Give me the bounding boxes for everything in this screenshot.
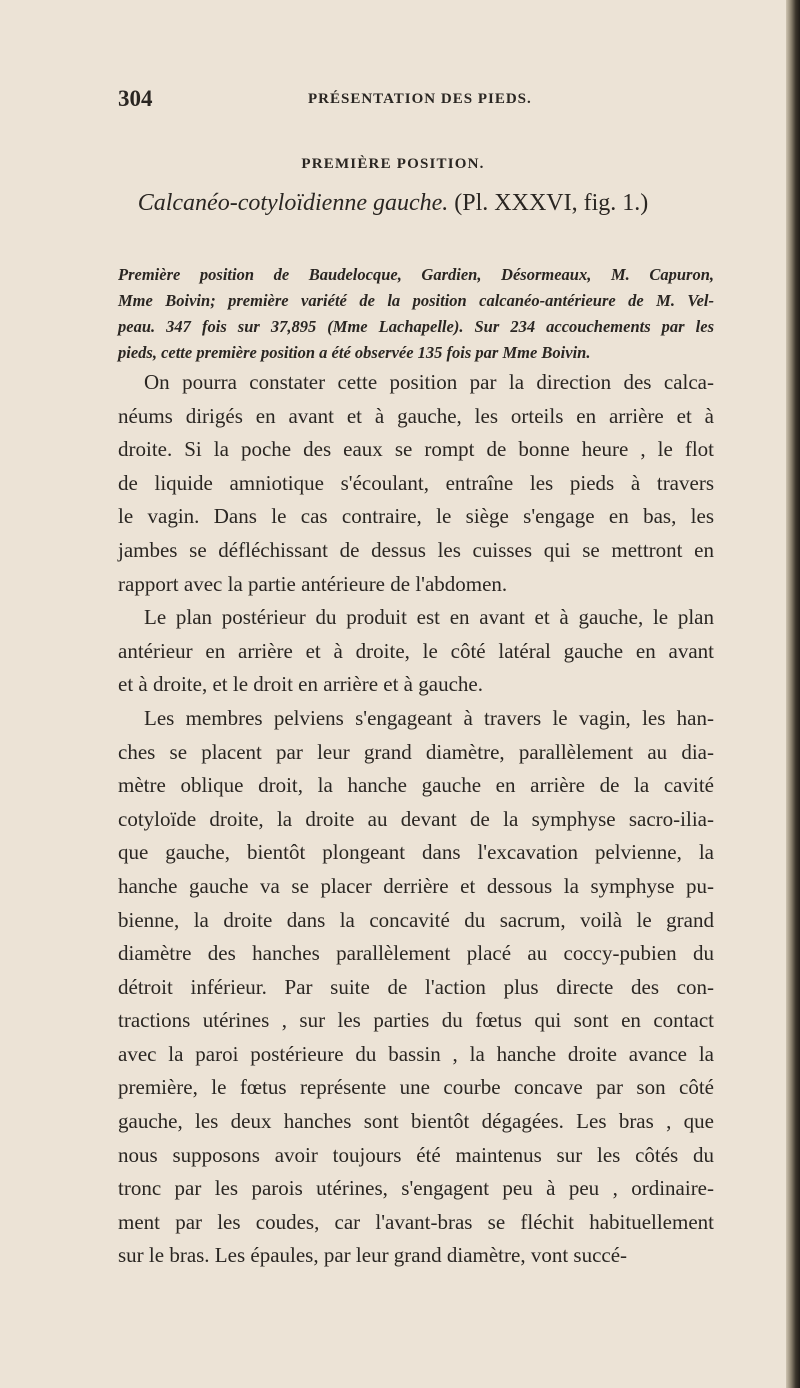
synonymy-line: Mme Boivin; première variété de la position calcanéo-antérieure de M. Vel- xyxy=(118,291,714,310)
section-heading: PREMIÈRE POSITION. xyxy=(301,156,485,172)
running-title: PRÉSENTATION DES PIEDS. xyxy=(308,91,532,107)
text-line: antérieur en arrière et à droite, le côté latéral gauche en avant xyxy=(118,638,714,663)
text-line: le vagin. Dans le cas contraire, le siège s'engage en bas, les xyxy=(118,504,714,529)
text-line: gauche, les deux hanches sont bientôt dégagées. Les bras , que xyxy=(118,1109,714,1134)
paragraph xyxy=(118,366,714,601)
synonymy-note xyxy=(118,262,714,366)
text-line: tractions utérines , sur les parties du fœtus qui sont en contact xyxy=(118,1008,714,1033)
text-line: hanche gauche va se placer derrière et dessous la symphyse pu- xyxy=(118,873,714,898)
text-line: On pourra constater cette position par la direction des calca- xyxy=(144,370,714,394)
text-line: Le plan postérieur du produit est en avant et à gauche, le plan xyxy=(144,605,714,630)
text-line: cotyloïde droite, la droite au devant de la symphyse sacro-ilia- xyxy=(118,806,714,831)
paragraph xyxy=(118,702,714,1273)
text-line: droite. Si la poche des eaux se rompt de bonne heure , le flot xyxy=(118,437,714,462)
text-line: première, le fœtus représente une courbe concave par son côté xyxy=(118,1075,714,1100)
text-line: de liquide amniotique s'écoulant, entraîne les pieds à travers xyxy=(118,470,714,495)
text-line: rapport avec la partie antérieure de l'abdomen. xyxy=(118,571,508,596)
text-line: diamètre des hanches parallèlement placé au coccy-pubien du xyxy=(118,941,714,966)
synonymy-line: pieds, cette première position a été observée 135 fois par Mme Boivin. xyxy=(118,343,591,362)
text-line: jambes se défléchissant de dessus les cuisses qui se mettront en xyxy=(118,537,714,562)
text-line: détroit inférieur. Par suite de l'action plus directe des con- xyxy=(118,974,714,999)
text-line: ment par les coudes, car l'avant-bras se fléchit habituellement xyxy=(118,1209,714,1234)
synonymy-line: peau. 347 fois sur 37,895 (Mme Lachapelle). Sur 234 accouchements par les xyxy=(118,317,714,336)
subheading xyxy=(0,190,786,217)
page-number: 304 xyxy=(118,86,153,111)
synonymy-line: Première position de Baudelocque, Gardien, Désormeaux, M. Capuron, xyxy=(118,265,714,284)
book-binding-edge xyxy=(786,0,800,1388)
text-line: mètre oblique droit, la hanche gauche en arrière de la cavité xyxy=(118,773,714,798)
plate-reference: (Pl. XXXVI, fig. 1.) xyxy=(448,190,649,216)
text-line: nous supposons avoir toujours été maintenus sur les côtés du xyxy=(118,1142,714,1167)
running-head xyxy=(118,86,678,114)
text-line: sur le bras. Les épaules, par leur grand diamètre, vont succé- xyxy=(118,1243,628,1268)
text-line: bienne, la droite dans la concavité du sacrum, voilà le grand xyxy=(118,907,714,932)
subheading-title: Calcanéo-cotyloïdienne gauche. xyxy=(137,190,449,216)
text-line: tronc par les parois utérines, s'engagent peu à peu , ordinaire- xyxy=(118,1176,714,1201)
paragraph xyxy=(118,601,714,702)
text-line: néums dirigés en avant et à gauche, les orteils en arrière et à xyxy=(118,403,714,428)
text-line: avec la paroi postérieure du bassin , la hanche droite avance la xyxy=(118,1041,714,1066)
text-line: que gauche, bientôt plongeant dans l'excavation pelvienne, la xyxy=(118,840,714,865)
text-line: Les membres pelviens s'engageant à travers le vagin, les han- xyxy=(144,705,714,730)
text-line: et à droite, et le droit en arrière et à gauche. xyxy=(118,672,483,697)
text-line: ches se placent par leur grand diamètre, parallèlement au dia- xyxy=(118,739,714,764)
body-text xyxy=(118,366,714,1273)
